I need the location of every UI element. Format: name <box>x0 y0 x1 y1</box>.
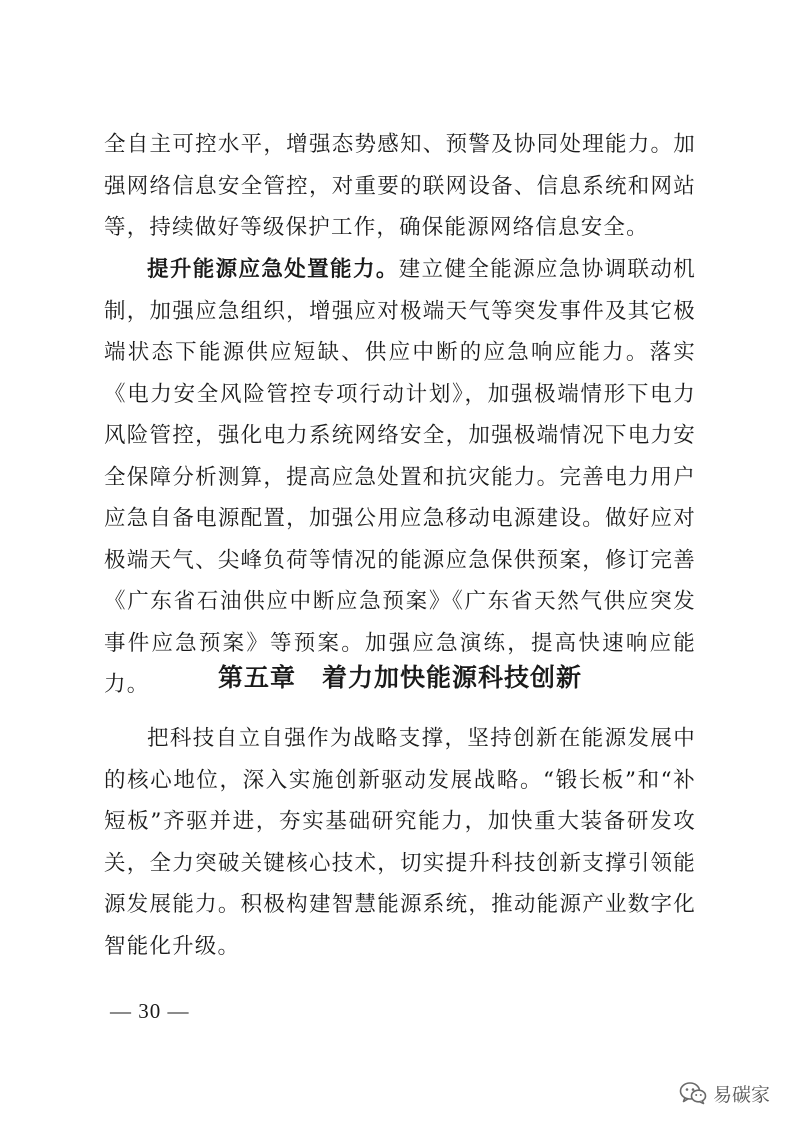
paragraph-network-security: 全自主可控水平，增强态势感知、预警及协同处理能力。加强网络信息安全管控，对重要的联网设备、信息系统和网站等，持续做好等级保护工作，确保能源网络信息安全。 <box>104 132 696 240</box>
watermark <box>679 1080 770 1106</box>
wechat-icon <box>679 1081 707 1105</box>
paragraph-emergency-capacity <box>104 249 696 706</box>
paragraph-lead-heading: 提升能源应急处置能力。 <box>147 257 399 282</box>
page-number: — 30 — <box>110 999 190 1023</box>
chapter-name: 着力加快能源科技创新 <box>322 663 583 692</box>
chapter-title <box>104 658 696 698</box>
chapter-number: 第五章 <box>217 663 296 692</box>
paragraph-tech-innovation: 把科技自立自强作为战略支撑，坚持创新在能源发展中的核心地位，深入实施创新驱动发展战略。“锻长板”和“补短板”齐驱并进，夯实基础研究能力，加快重大装备研发攻关，全力突破关键核心技术，切实提升科技创新支撑引领能源发展能力。积极构建智慧能源系统，推动能源产业数字化智能化升级。 <box>104 726 696 959</box>
watermark-label: 易碳家 <box>712 1083 770 1106</box>
paragraph-body: 建立健全能源应急协调联动机制，加强应急组织，增强应对极端天气等突发事件及其它极端状态下能源供应短缺、供应中断的应急响应能力。落实《电力安全风险管控专项行动计划》，加强极端情形下电力风险管控，强化电力系统网络安全，加强极端情况下电力安全保障分析测算，提高应急处置和抗灾能力。完善电力用户应急自备电源配置，加强公用应急移动电源建设。做好应对极端天气、尖峰负荷等情况的能源应急保供预案，修订完善《广东省石油供应中断应急预案》《广东省天然气供应突发事件应急预案》等预案。加强应急演练，提高快速响应能力。 <box>104 257 697 697</box>
